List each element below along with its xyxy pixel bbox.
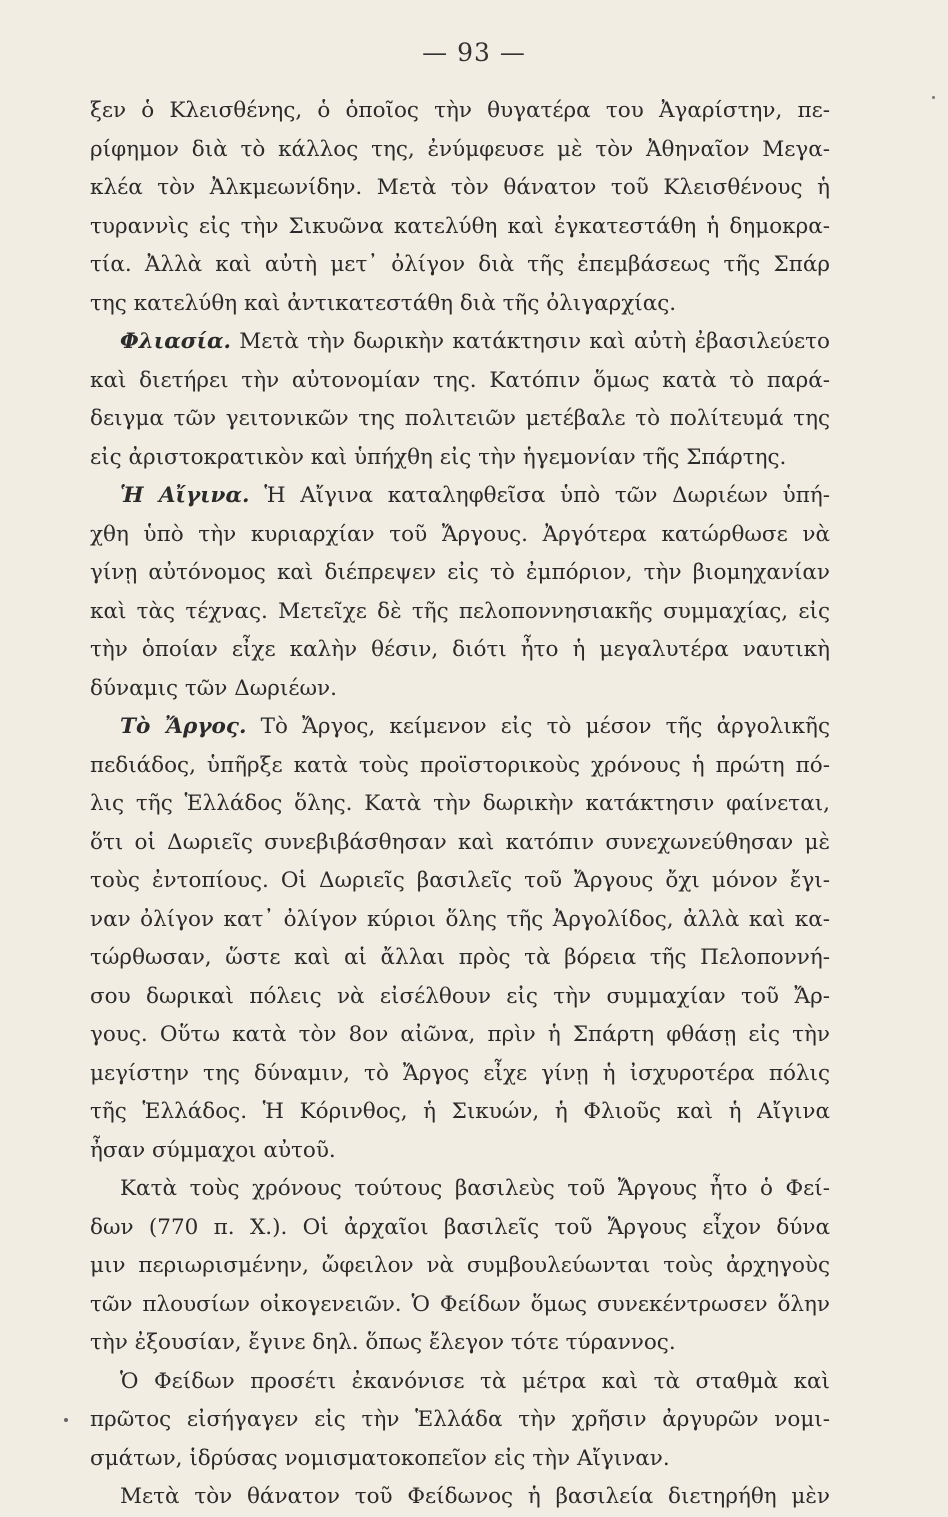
line-text: ξεν ὁ Κλεισθένης, ὁ ὁποῖος τὴν θυγατέρα του Ἀγαρίστην, πε- xyxy=(90,98,830,123)
text-line xyxy=(90,747,830,786)
text-line xyxy=(90,1247,830,1286)
text-line xyxy=(90,785,830,824)
text-line xyxy=(90,1286,830,1325)
text-line xyxy=(90,939,830,978)
line-text: τὴν ὁποίαν εἶχε καλὴν θέσιν, διότι ἦτο ἡ μεγαλυτέρα ναυτικὴ xyxy=(90,637,830,662)
text-line xyxy=(90,593,830,632)
text-line xyxy=(90,1478,830,1517)
line-text: Κατὰ τοὺς χρόνους τούτους βασιλεὺς τοῦ Ἄργους ἦτο ὁ Φεί- xyxy=(120,1176,830,1201)
text-line xyxy=(90,362,830,401)
section-heading: Τὸ Ἄργος. xyxy=(120,714,247,739)
line-text: εἰς ἀριστοκρατικὸν καὶ ὑπήχθη εἰς τὴν ἡγεμονίαν τῆς Σπάρτης. xyxy=(90,444,787,470)
line-text: Μετὰ τὴν δωρικὴν κατάκτησιν καὶ αὐτὴ ἐβασιλεύετο xyxy=(231,329,830,354)
text-line xyxy=(90,670,830,709)
text-line xyxy=(90,246,830,285)
line-text: δειγμα τῶν γειτονικῶν της πολιτειῶν μετέβαλε τὸ πολίτευμά της xyxy=(90,406,830,431)
ink-speck xyxy=(932,96,935,99)
line-text: τῶν πλουσίων οἰκογενειῶν. Ὁ Φείδων ὅμως συνεκέντρωσεν ὅλην xyxy=(90,1291,830,1317)
text-line xyxy=(90,862,830,901)
line-text: πρῶτος εἰσήγαγεν εἰς τὴν Ἑλλάδα τὴν χρῆσιν ἀργυρῶν νομι- xyxy=(90,1407,830,1432)
text-line xyxy=(90,554,830,593)
line-text: Ἡ Αἴγινα καταληφθεῖσα ὑπὸ τῶν Δωριέων ὑπή- xyxy=(249,483,830,508)
line-text: καὶ τὰς τέχνας. Μετεῖχε δὲ τῆς πελοποννησιακῆς συμμαχίας, εἰς xyxy=(90,598,830,624)
text-line xyxy=(90,631,830,670)
line-text: ἦσαν σύμμαχοι αὐτοῦ. xyxy=(90,1137,336,1163)
line-text: μεγίστην της δύναμιν, τὸ Ἄργος εἶχε γίνῃ ἡ ἰσχυροτέρα πόλις xyxy=(90,1060,830,1086)
text-line xyxy=(90,131,830,170)
line-text: σου δωρικαὶ πόλεις νὰ εἰσέλθουν εἰς τὴν συμμαχίαν τοῦ Ἄρ- xyxy=(90,983,830,1009)
section-heading: Φλιασία. xyxy=(120,329,232,354)
line-text: κλέα τὸν Ἀλκμεωνίδην. Μετὰ τὸν θάνατον τοῦ Κλεισθένους ἡ xyxy=(90,175,830,200)
text-line xyxy=(90,1209,830,1248)
line-text: γίνῃ αὐτόνομος καὶ διέπρεψεν εἰς τὸ ἐμπόριον, τὴν βιομηχανίαν xyxy=(90,560,830,585)
text-line xyxy=(90,1093,830,1132)
text-line xyxy=(90,477,830,516)
ink-speck xyxy=(64,1418,68,1422)
text-line xyxy=(90,323,830,362)
text-line xyxy=(90,901,830,940)
line-text: σμάτων, ἱδρύσας νομισματοκοπεῖον εἰς τὴν Αἴγιναν. xyxy=(90,1445,670,1471)
line-text: ρίφημον διὰ τὸ κάλλος της, ἐνύμφευσε μὲ τὸν Ἀθηναῖον Μεγα- xyxy=(90,136,830,162)
line-text: Τὸ Ἄργος, κείμενον εἰς τὸ μέσον τῆς ἀργολικῆς xyxy=(246,714,830,739)
text-line xyxy=(90,439,830,478)
line-text: γους. Οὕτω κατὰ τὸν 8ον αἰῶνα, πρὶν ἡ Σπάρτη φθάσῃ εἰς τὴν xyxy=(90,1022,830,1047)
line-text: καὶ διετήρει τὴν αὐτονομίαν της. Κατόπιν ὅμως κατὰ τὸ παρά- xyxy=(90,367,830,393)
text-line xyxy=(90,1170,830,1209)
line-text: ὅτι οἱ Δωριεῖς συνεβιβάσθησαν καὶ κατόπιν συνεχωνεύθησαν μὲ xyxy=(90,829,830,855)
text-line xyxy=(90,1016,830,1055)
text-line xyxy=(90,92,830,131)
line-text: Ὁ Φείδων προσέτι ἐκανόνισε τὰ μέτρα καὶ τὰ σταθμὰ καὶ xyxy=(120,1368,830,1394)
line-text: τία. Ἀλλὰ καὶ αὐτὴ μετ᾿ ὀλίγον διὰ τῆς ἐπεμβάσεως τῆς Σπάρ xyxy=(90,252,830,277)
text-line xyxy=(90,1324,830,1363)
text-line xyxy=(90,169,830,208)
section-heading: Ἡ Αἴγινα. xyxy=(120,483,250,508)
line-text: τῆς Ἑλλάδος. Ἡ Κόρινθος, ἡ Σικυών, ἡ Φλιοῦς καὶ ἡ Αἴγινα xyxy=(90,1099,830,1124)
page-number: — 93 — xyxy=(422,38,526,67)
text-line xyxy=(90,824,830,863)
text-line xyxy=(90,708,830,747)
line-text: δύναμις τῶν Δωριέων. xyxy=(90,675,337,701)
line-text: της κατελύθη καὶ ἀντικατεστάθη διὰ τῆς ὀλιγαρχίας. xyxy=(90,290,677,316)
line-text: τοὺς ἐντοπίους. Οἱ Δωριεῖς βασιλεῖς τοῦ Ἄργους ὄχι μόνον ἔγι- xyxy=(90,868,830,893)
line-text: μιν περιωρισμένην, ὤφειλον νὰ συμβουλεύωνται τοὺς ἀρχηγοὺς xyxy=(90,1253,830,1278)
line-text: τυραννὶς εἰς τὴν Σικυῶνα κατελύθη καὶ ἐγκατεστάθη ἡ δημοκρα- xyxy=(90,213,830,239)
text-line xyxy=(90,400,830,439)
body-text xyxy=(90,92,830,1517)
line-text: Μετὰ τὸν θάνατον τοῦ Φείδωνος ἡ βασιλεία διετηρήθη μὲν xyxy=(120,1484,830,1509)
text-line xyxy=(90,1440,830,1479)
line-text: ναν ὀλίγον κατ᾿ ὀλίγον κύριοι ὅλης τῆς Ἀργολίδος, ἀλλὰ καὶ κα- xyxy=(90,906,830,932)
text-line xyxy=(90,1132,830,1171)
text-line xyxy=(90,516,830,555)
line-text: τώρθωσαν, ὥστε καὶ αἱ ἄλλαι πρὸς τὰ βόρεια τῆς Πελοποννή- xyxy=(90,945,830,970)
line-text: πεδιάδος, ὑπῆρξε κατὰ τοὺς προϊστορικοὺς χρόνους ἡ πρώτη πό- xyxy=(90,752,830,778)
text-line xyxy=(90,1401,830,1440)
text-line xyxy=(90,1363,830,1402)
text-line xyxy=(90,978,830,1017)
line-text: τὴν ἐξουσίαν, ἔγινε δηλ. ὅπως ἔλεγον τότε τύραννος. xyxy=(90,1330,676,1355)
text-line xyxy=(90,208,830,247)
text-line xyxy=(90,285,830,324)
line-text: δων (770 π. Χ.). Οἱ ἀρχαῖοι βασιλεῖς τοῦ Ἄργους εἶχον δύνα xyxy=(90,1214,830,1240)
line-text: χθη ὑπὸ τὴν κυριαρχίαν τοῦ Ἄργους. Ἀργότερα κατώρθωσε νὰ xyxy=(90,521,830,547)
text-line xyxy=(90,1055,830,1094)
line-text: λις τῆς Ἑλλάδος ὅλης. Κατὰ τὴν δωρικὴν κατάκτησιν φαίνεται, xyxy=(90,791,830,816)
